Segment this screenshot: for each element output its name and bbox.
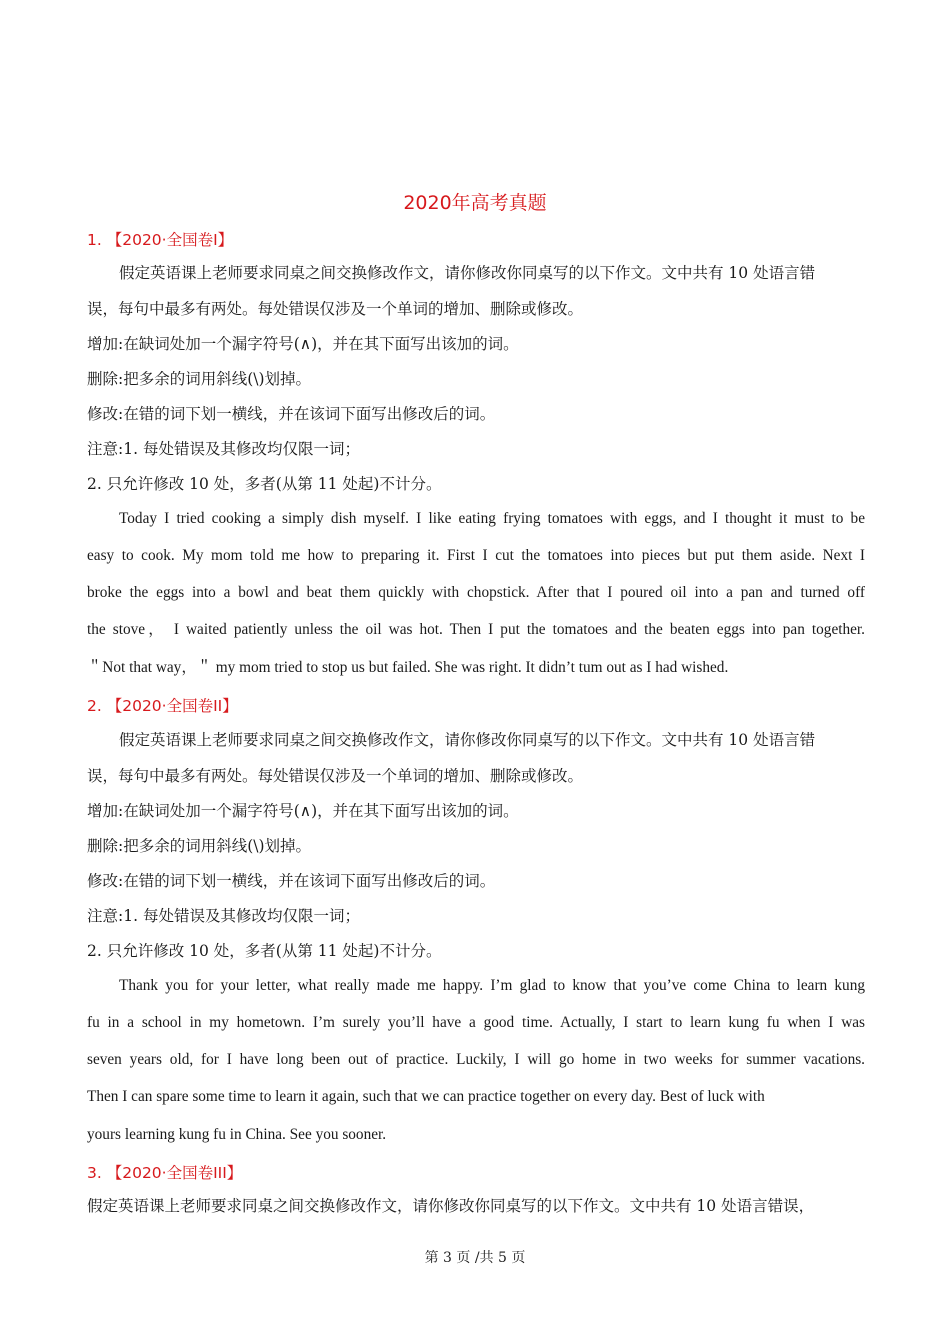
question-2-passage-line: Then I can spare some time to learn it again, such that we can practice together on every day. Best of luck with	[87, 1088, 765, 1105]
question-1-passage-line: the stove， I waited patiently unless the oil was hot. Then I put the tomatoes and the beaten eggs into pan together.	[87, 621, 865, 638]
question-1-instruction: 注意:1. 每处错误及其修改均仅限一词；	[87, 440, 360, 458]
page-footer: 第 3 页 /共 5 页	[424, 1250, 526, 1266]
question-1-heading: 1. 【2020·全国卷I】	[87, 231, 234, 249]
question-1-instruction: 修改:在错的词下划一横线，并在该词下面写出修改后的词。	[87, 405, 496, 423]
question-2-instruction: 注意:1. 每处错误及其修改均仅限一词；	[87, 907, 360, 925]
question-3-instruction: 假定英语课上老师要求同桌之间交换修改作文，请你修改你同桌写的以下作文。文中共有 10 处语言错误，	[87, 1197, 815, 1215]
question-2-passage-line: yours learning kung fu in China. See you sooner.	[87, 1126, 387, 1143]
question-2-instruction: 假定英语课上老师要求同桌之间交换修改作文，请你修改你同桌写的以下作文。文中共有 10 处语言错	[119, 731, 816, 749]
question-1-passage-line: Today I tried cooking a simply dish myself. I like eating frying tomatoes with eggs, and I thought it must to be	[119, 510, 865, 527]
question-1-passage-line: broke the eggs into a bowl and beat them quickly with chopstick. After that I poured oil into a pan and turned off	[87, 584, 865, 601]
question-2-passage-line: Thank you for your letter, what really made me happy. I’m glad to know that you’ve come China to learn kung	[119, 977, 865, 994]
page-title: 2020年高考真题	[403, 192, 547, 214]
question-2-heading: 2. 【2020·全国卷II】	[87, 697, 238, 715]
question-2-instruction: 修改:在错的词下划一横线，并在该词下面写出修改后的词。	[87, 872, 496, 890]
question-2-passage-line: fu in a school in my hometown. I’m surely you’ll have a good time. Actually, I start to learn kung fu when I was	[87, 1014, 865, 1031]
question-1-instruction: 误，每句中最多有两处。每处错误仅涉及一个单词的增加、删除或修改。	[87, 300, 584, 318]
question-2-instruction: 增加:在缺词处加一个漏字符号(∧)，并在其下面写出该加的词。	[87, 802, 519, 820]
question-1-passage-line: ＂Not that way，＂ my mom tried to stop us but failed. She was right. It didn’t tum out as I had wished.	[87, 659, 729, 676]
question-3-heading: 3. 【2020·全国卷III】	[87, 1164, 243, 1182]
question-1-passage-line: easy to cook. My mom told me how to preparing it. First I cut the tomatoes into pieces but put them aside. Next I	[87, 547, 865, 564]
question-2-instruction: 误，每句中最多有两处。每处错误仅涉及一个单词的增加、删除或修改。	[87, 767, 584, 785]
question-1-instruction: 删除:把多余的词用斜线(\)划掉。	[87, 370, 312, 388]
question-2-passage-line: seven years old, for I have long been out of practice. Luckily, I will go home in two weeks for summer vacations.	[87, 1051, 865, 1068]
question-2-instruction: 删除:把多余的词用斜线(\)划掉。	[87, 837, 312, 855]
question-1-instruction: 假定英语课上老师要求同桌之间交换修改作文，请你修改你同桌写的以下作文。文中共有 10 处语言错	[119, 264, 816, 282]
question-2-instruction: 2. 只允许修改 10 处，多者(从第 11 处起)不计分。	[87, 942, 442, 960]
question-1-instruction: 增加:在缺词处加一个漏字符号(∧)，并在其下面写出该加的词。	[87, 335, 519, 353]
question-1-instruction: 2. 只允许修改 10 处，多者(从第 11 处起)不计分。	[87, 475, 442, 493]
